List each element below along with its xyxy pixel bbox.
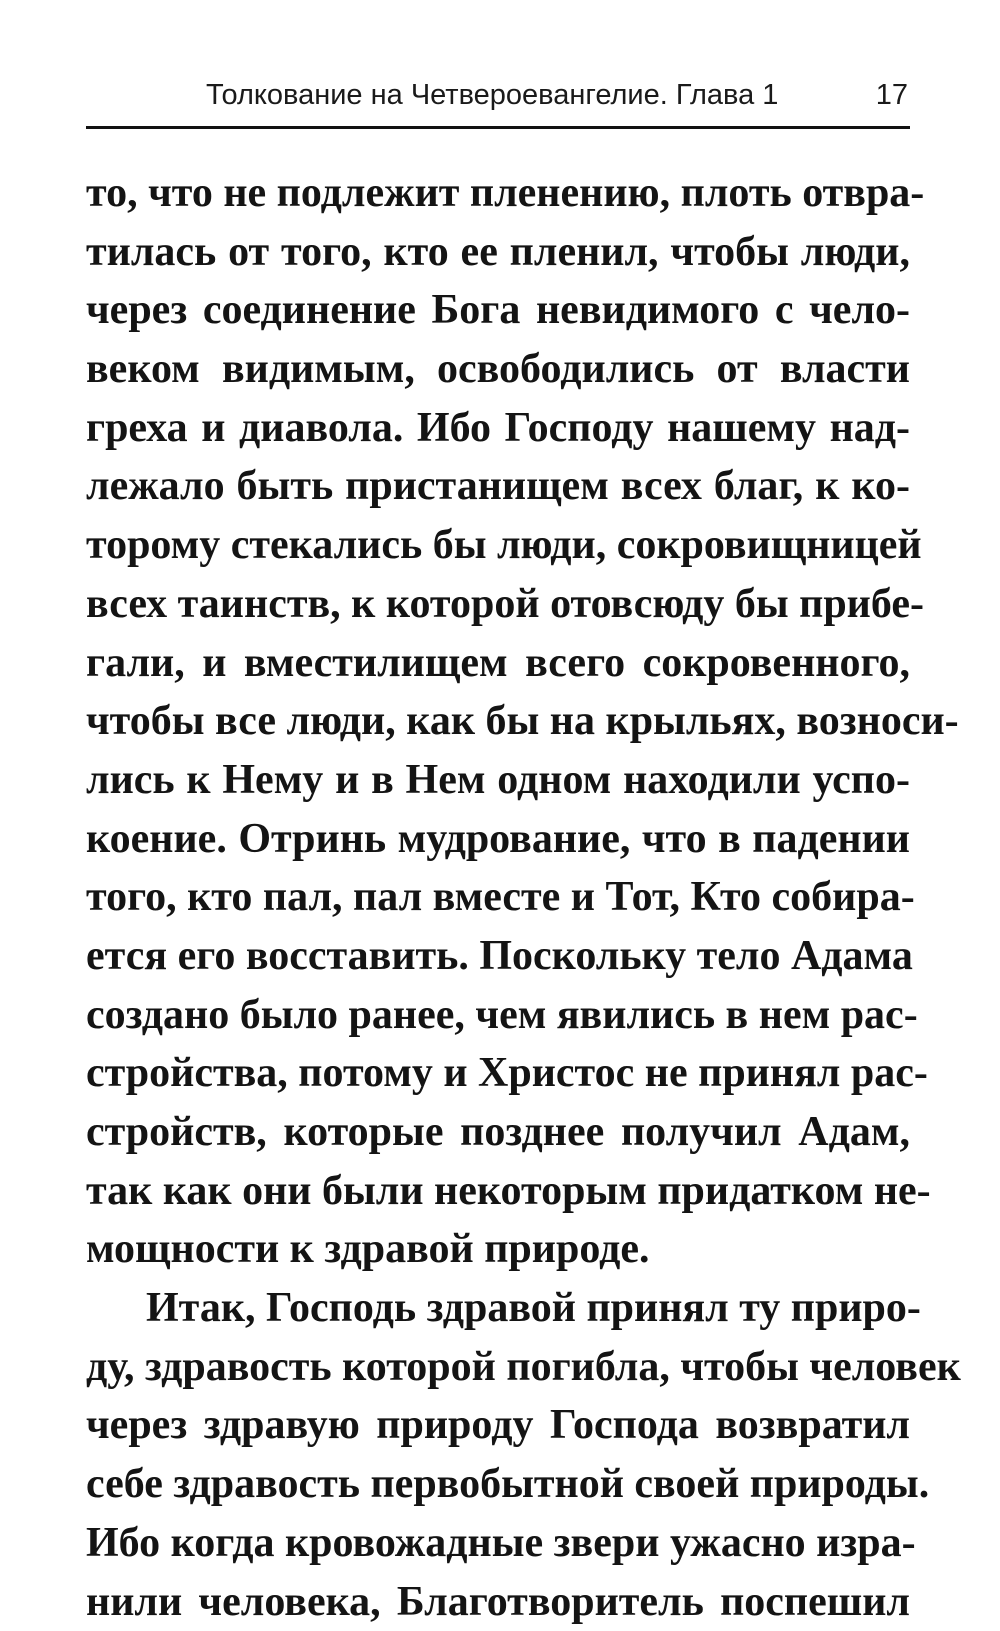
text-line: торому стекались бы люди, сокровищницей <box>86 516 910 575</box>
text-line: нили человека, Благотворитель поспешил <box>86 1573 910 1631</box>
page-number: 17 <box>876 75 908 115</box>
text-line: то, что не подлежит пленению, плоть отвра- <box>86 164 910 223</box>
text-line: лежало быть пристанищем всех благ, к ко- <box>86 457 910 516</box>
text-line: создано было ранее, чем явились в нем рас- <box>86 986 910 1045</box>
running-header <box>0 75 1000 115</box>
text-line: веком видимым, освободились от власти <box>86 340 910 399</box>
body-text <box>86 164 910 1631</box>
text-line: через здравую природу Господа возвратил <box>86 1396 910 1455</box>
text-line: стройств, которые позднее получил Адам, <box>86 1103 910 1162</box>
text-line: ется его восставить. Поскольку тело Адама <box>86 927 910 986</box>
text-line: чтобы все люди, как бы на крыльях, возноси- <box>86 692 910 751</box>
text-line: Итак, Господь здравой принял ту приро- <box>86 1279 910 1338</box>
text-line: греха и диавола. Ибо Господу нашему над- <box>86 399 910 458</box>
text-line: Ибо когда кровожадные звери ужасно изра- <box>86 1514 910 1573</box>
text-line: всех таинств, к которой отовсюду бы прибе- <box>86 575 910 634</box>
text-line: через соединение Бога невидимого с чело- <box>86 281 910 340</box>
text-line: гали, и вместилищем всего сокровенного, <box>86 634 910 693</box>
text-line: стройства, потому и Христос не принял рас- <box>86 1044 910 1103</box>
text-line: тилась от того, кто ее пленил, чтобы люди, <box>86 223 910 282</box>
running-title: Толкование на Четвероевангелие. Глава 1 <box>206 75 778 115</box>
text-line: лись к Нему и в Нем одном находили успо- <box>86 751 910 810</box>
text-line: так как они были некоторым придатком не- <box>86 1162 910 1221</box>
text-line: коение. Отринь мудрование, что в падении <box>86 810 910 869</box>
text-line: мощности к здравой природе. <box>86 1220 910 1279</box>
text-line: ду, здравость которой погибла, чтобы человек <box>86 1338 910 1397</box>
text-line: того, кто пал, пал вместе и Тот, Кто собира- <box>86 868 910 927</box>
header-rule <box>86 126 910 129</box>
text-line: себе здравость первобытной своей природы. <box>86 1455 910 1514</box>
